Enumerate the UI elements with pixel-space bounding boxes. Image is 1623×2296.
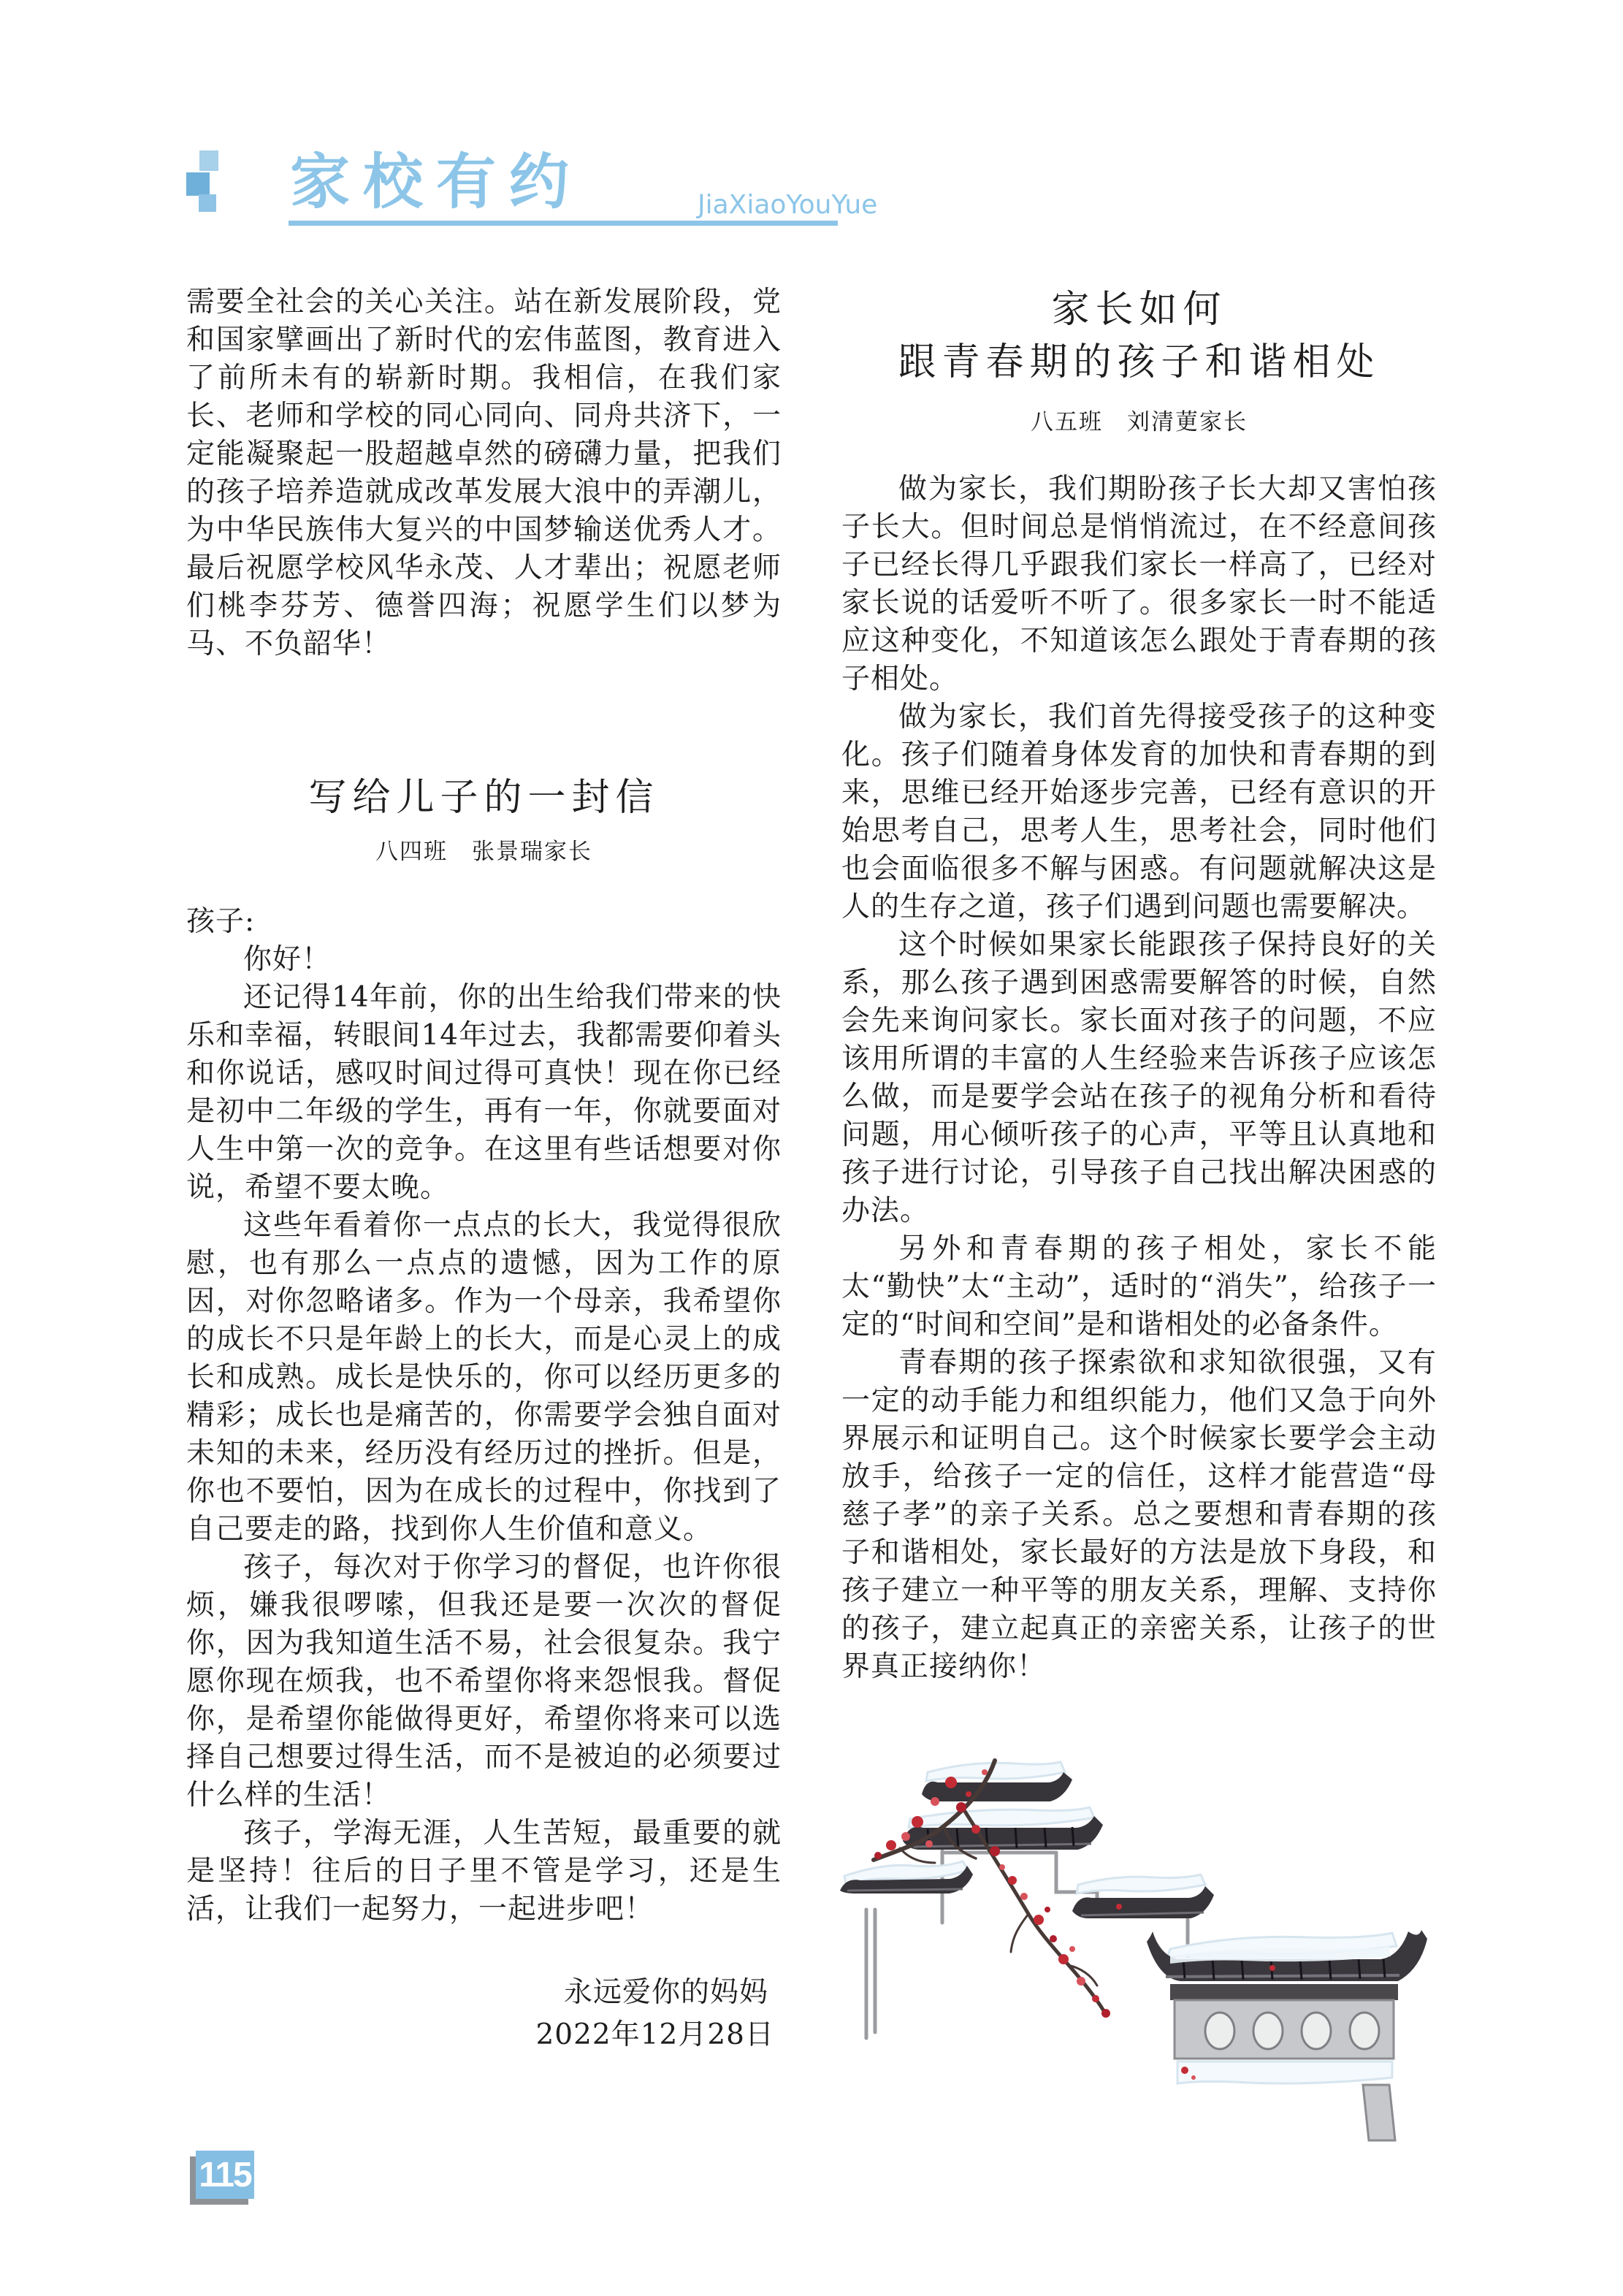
section-header [186, 146, 878, 234]
header-square-icon [199, 150, 218, 171]
article-paragraph: 做为家长，我们期盼孩子长大却又害怕孩子长大。但时间总是悄悄流过，在不经意间孩子已经长得几乎跟我们家长一样高了，已经对家长说的话爱听不听了。很多家长一时不能适应这种变化，不知道该怎么跟处于青春期的孩子相处。 [841, 473, 1437, 695]
right-column [841, 283, 1437, 1686]
letter-paragraph: 孩子，每次对于你学习的督促，也许你很烦，嫌我很啰嗦，但我还是要一次次的督促你，因为我知道生活不易，社会很复杂。我宁愿你现在烦我，也不希望你将来怨恨我。督促你，是希望你能做得更好，希望你将来可以选择自己想要过得生活，而不是被迫的必须要过什么样的生活！ [186, 1551, 782, 1812]
left-column [186, 283, 782, 2054]
letter-paragraph: 这些年看着你一点点的长大，我觉得很欣慰，也有那么一点点的遗憾，因为工作的原因，对你忽略诸多。作为一个母亲，我希望你的成长不只是年龄上的长大，而是心灵上的成长和成熟。成长是快乐的，你可以经历更多的精彩；成长也是痛苦的，你需要学会独自面对未知的未来，经历没有经历过的挫折。但是，你也不要怕，因为在成长的过程中，你找到了自己要走的路，找到你人生价值和意义。 [186, 1209, 782, 1546]
letter-paragraph: 还记得14年前，你的出生给我们带来的快乐和幸福，转眼间14年过去，我都需要仰着头和你说话，感叹时间过得可真快！现在你已经是初中二年级的学生，再有一年，你就要面对人生中第一次的竞争。在这里有些话想要对你说，希望不要太晚。 [186, 981, 782, 1204]
section-subtitle: JiaXiaoYouYue [698, 190, 878, 220]
article-title-line1: 家长如何 [1051, 288, 1227, 332]
letter-greeting: 你好！ [243, 943, 332, 976]
letter-salutation: 孩子: [186, 905, 256, 938]
page-number-badge [196, 2151, 254, 2199]
article-paragraph: 做为家长，我们首先得接受孩子的这种变化。孩子们随着身体发育的加快和青春期的到来，思维已经开始逐步完善，已经有意识的开始思考自己，思考人生，思考社会，同时他们也会面临很多不解与困惑。有问题就解决这是人的生存之道，孩子们遇到问题也需要解决。 [841, 701, 1437, 923]
article-byline: 八五班 刘清莄家长 [1031, 409, 1248, 435]
section-title: 家校有约 [290, 148, 583, 217]
article-paragraph: 另外和青春期的孩子相处，家长不能太“勤快”太“主动”，适时的“消失”，给孩子一定的“时间和空间”是和谐相处的必备条件。 [841, 1232, 1437, 1341]
letter-signoff: 永远爱你的妈妈 [563, 1976, 768, 2009]
continuation-paragraph: 需要全社会的关心关注。站在新发展阶段，党和国家擘画出了新时代的宏伟蓝图，教育进入了前所未有的崭新时期。我相信，在我们家长、老师和学校的同心同向、同舟共济下，一定能凝聚起一股超越卓然的磅礴力量，把我们的孩子培养造就成改革发展大浪中的弄潮儿，为中华民族伟大复兴的中国梦输送优秀人才。最后祝愿学校风华永茂、人才辈出；祝愿老师们桃李芬芳、德誉四海；祝愿学生们以梦为马、不负韶华！ [186, 286, 782, 660]
article-paragraph: 青春期的孩子探索欲和求知欲很强，又有一定的动手能力和组织能力，他们又急于向外界展示和证明自己。这个时候家长要学会主动放手，给孩子一定的信任，这样才能营造“母慈子孝”的亲子关系。总之要想和青春期的孩子和谐相处，家长最好的方法是放下身段，和孩子建立一种平等的朋友关系，理解、支持你的孩子，建立起真正的亲密关系，让孩子的世界真正接纳你！ [841, 1346, 1437, 1683]
letter-body [186, 903, 782, 2054]
article-body [841, 470, 1437, 1686]
letter-title: 写给儿子的一封信 [308, 776, 660, 820]
letter-byline: 八四班 张景瑞家长 [375, 839, 592, 865]
letter-paragraph: 孩子，学海无涯，人生苦短，最重要的就是坚持！往后的日子里不管是学习，还是生活，让我们一起努力，一起进步吧！ [186, 1817, 782, 1926]
header-divider [289, 221, 838, 226]
letter-date: 2022年12月28日 [535, 2018, 774, 2051]
gable-wall-illustration [840, 1740, 1433, 2143]
page-number: 115 [199, 2155, 251, 2194]
header-square-icon [199, 194, 216, 212]
header-square-icon [186, 172, 210, 196]
article-paragraph: 这个时候如果家长能跟孩子保持良好的关系，那么孩子遇到困惑需要解答的时候，自然会先来询问家长。家长面对孩子的问题，不应该用所谓的丰富的人生经验来告诉孩子应该怎么做，而是要学会站在孩子的视角分析和看待问题，用心倾听孩子的心声，平等且认真地和孩子进行讨论，引导孩子自己找出解决困惑的办法。 [841, 928, 1437, 1227]
article-title-line2: 跟青春期的孩子和谐相处 [898, 340, 1380, 384]
